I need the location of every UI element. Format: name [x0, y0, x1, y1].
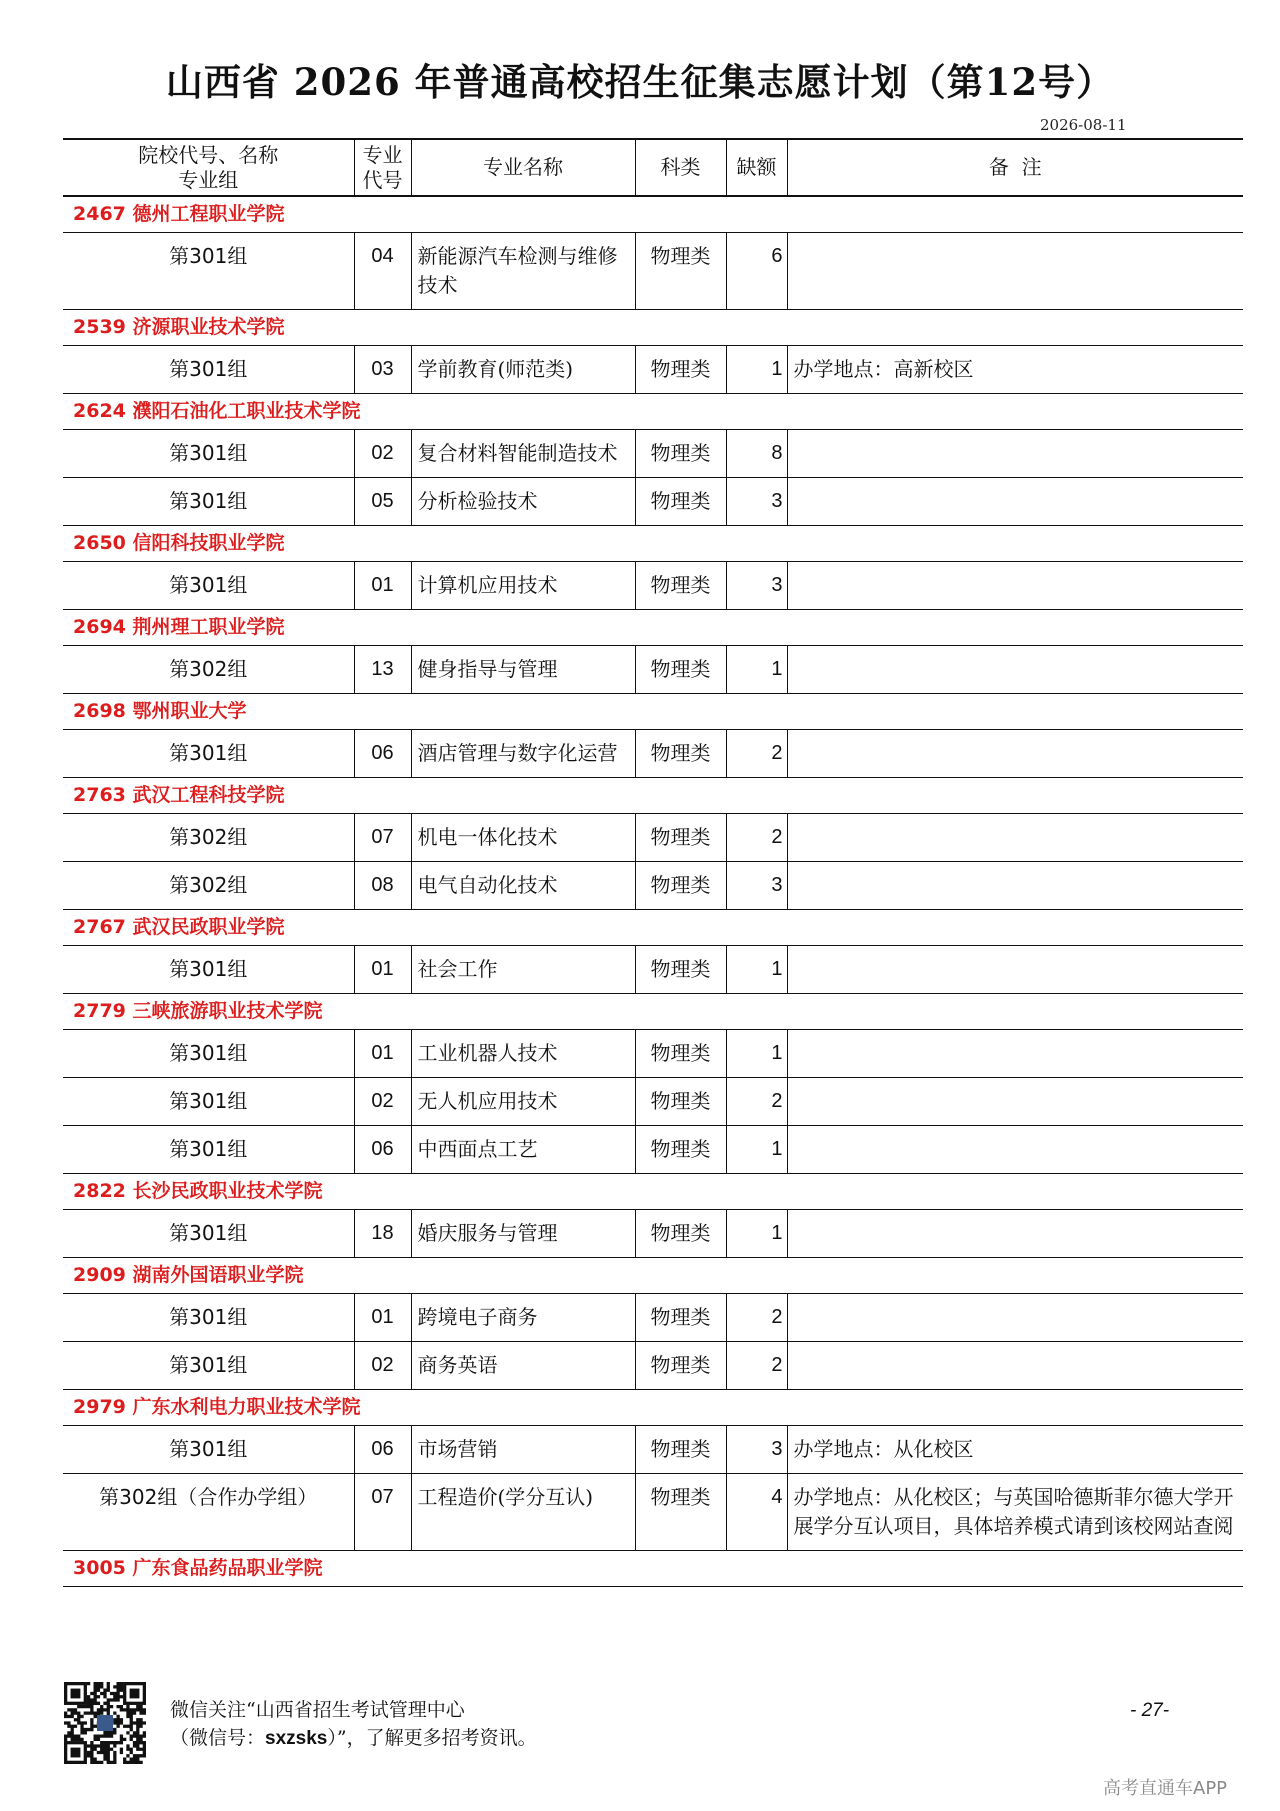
school-name: 3005 广东食品药品职业学院: [63, 1550, 1243, 1586]
remarks-cell: [787, 945, 1243, 993]
table-row: [63, 1473, 1243, 1550]
school-header-row: [63, 693, 1243, 729]
group-cell: 第301组: [63, 1425, 354, 1473]
remarks-cell: 办学地点：从化校区: [787, 1425, 1243, 1473]
school-name: 2624 濮阳石油化工职业技术学院: [63, 393, 1243, 429]
major-name-cell: 健身指导与管理: [411, 645, 635, 693]
header-major-code: [354, 139, 411, 196]
table-row: [63, 645, 1243, 693]
school-header-row: [63, 1389, 1243, 1425]
remarks-cell: [787, 1029, 1243, 1077]
major-name-cell: 跨境电子商务: [411, 1293, 635, 1341]
major-code-cell: 02: [354, 429, 411, 477]
group-cell: 第301组: [63, 477, 354, 525]
major-name-cell: 无人机应用技术: [411, 1077, 635, 1125]
school-name: 2539 济源职业技术学院: [63, 309, 1243, 345]
table-row: [63, 1029, 1243, 1077]
major-name-cell: 复合材料智能制造技术: [411, 429, 635, 477]
group-cell: 第301组: [63, 1341, 354, 1389]
major-code-cell: 01: [354, 561, 411, 609]
wechat-id: sxzsks: [265, 1728, 328, 1749]
group-cell: 第301组: [63, 729, 354, 777]
footer-line2-prefix: （微信号：: [170, 1727, 266, 1749]
school-name: 2698 鄂州职业大学: [63, 693, 1243, 729]
vacancy-cell: 2: [726, 1341, 787, 1389]
table-row: [63, 1293, 1243, 1341]
major-name-cell: 机电一体化技术: [411, 813, 635, 861]
category-cell: 物理类: [635, 861, 726, 909]
table-header-row: [63, 139, 1243, 196]
group-cell: 第302组: [63, 645, 354, 693]
vacancy-cell: 1: [726, 345, 787, 393]
vacancy-cell: 2: [726, 1293, 787, 1341]
remarks-cell: [787, 561, 1243, 609]
major-code-cell: 01: [354, 945, 411, 993]
school-header-row: [63, 196, 1243, 232]
major-code-cell: 18: [354, 1209, 411, 1257]
table-row: [63, 813, 1243, 861]
group-cell: 第302组: [63, 861, 354, 909]
table-row: [63, 1125, 1243, 1173]
vacancy-cell: 3: [726, 861, 787, 909]
header-major-code-line2: 代号: [362, 167, 403, 192]
vacancy-cell: 1: [726, 1125, 787, 1173]
major-name-cell: 工程造价(学分互认): [411, 1473, 635, 1550]
school-name: 2767 武汉民政职业学院: [63, 909, 1243, 945]
major-name-cell: 酒店管理与数字化运营: [411, 729, 635, 777]
vacancy-cell: 3: [726, 1425, 787, 1473]
group-cell: 第301组: [63, 345, 354, 393]
remarks-cell: [787, 1077, 1243, 1125]
major-code-cell: 08: [354, 861, 411, 909]
header-category: 科类: [635, 139, 726, 196]
remarks-cell: [787, 232, 1243, 309]
major-name-cell: 计算机应用技术: [411, 561, 635, 609]
school-name: 2979 广东水利电力职业技术学院: [63, 1389, 1243, 1425]
category-cell: 物理类: [635, 1341, 726, 1389]
category-cell: 物理类: [635, 813, 726, 861]
vacancy-cell: 1: [726, 1209, 787, 1257]
major-code-cell: 07: [354, 813, 411, 861]
school-name: 2909 湖南外国语职业学院: [63, 1257, 1243, 1293]
category-cell: 物理类: [635, 1209, 726, 1257]
major-name-cell: 市场营销: [411, 1425, 635, 1473]
school-header-row: [63, 393, 1243, 429]
document-title: 山西省 2026 年普通高校招生征集志愿计划（第12号）: [165, 60, 1115, 104]
school-name: 2763 武汉工程科技学院: [63, 777, 1243, 813]
major-name-cell: 分析检验技术: [411, 477, 635, 525]
remarks-cell: [787, 1125, 1243, 1173]
group-cell: 第301组: [63, 232, 354, 309]
qr-finder-pattern: [71, 1689, 81, 1699]
category-cell: 物理类: [635, 729, 726, 777]
footer-line2: [170, 1724, 537, 1753]
remarks-cell: [787, 1341, 1243, 1389]
document-date: 2026-08-11: [1040, 116, 1127, 134]
table-row: [63, 429, 1243, 477]
major-code-cell: 07: [354, 1473, 411, 1550]
school-header-row: [63, 909, 1243, 945]
header-major-name: 专业名称: [411, 139, 635, 196]
vacancy-cell: 2: [726, 729, 787, 777]
group-cell: 第301组: [63, 1077, 354, 1125]
category-cell: 物理类: [635, 1077, 726, 1125]
table-row: [63, 477, 1243, 525]
qr-logo: [97, 1715, 113, 1731]
category-cell: 物理类: [635, 561, 726, 609]
major-code-cell: 01: [354, 1029, 411, 1077]
table-body: [63, 196, 1243, 1586]
group-cell: 第301组: [63, 1209, 354, 1257]
table-row: [63, 945, 1243, 993]
header-major-code-line1: 专业: [362, 142, 403, 167]
school-header-row: [63, 1550, 1243, 1586]
school-name: 2467 德州工程职业学院: [63, 196, 1243, 232]
table-row: [63, 1077, 1243, 1125]
major-code-cell: 01: [354, 1293, 411, 1341]
remarks-cell: 办学地点：从化校区；与英国哈德斯菲尔德大学开展学分互认项目，具体培养模式请到该校网站查阅: [787, 1473, 1243, 1550]
school-header-row: [63, 1257, 1243, 1293]
category-cell: 物理类: [635, 1125, 726, 1173]
table-row: [63, 1209, 1243, 1257]
vacancy-cell: 4: [726, 1473, 787, 1550]
major-name-cell: 电气自动化技术: [411, 861, 635, 909]
school-header-row: [63, 777, 1243, 813]
major-code-cell: 13: [354, 645, 411, 693]
vacancy-cell: 1: [726, 645, 787, 693]
table-row: [63, 1425, 1243, 1473]
vacancy-cell: 8: [726, 429, 787, 477]
major-code-cell: 02: [354, 1341, 411, 1389]
school-header-row: [63, 1173, 1243, 1209]
major-name-cell: 新能源汽车检测与维修技术: [411, 232, 635, 309]
group-cell: 第302组: [63, 813, 354, 861]
remarks-cell: 办学地点：高新校区: [787, 345, 1243, 393]
vacancy-cell: 3: [726, 477, 787, 525]
vacancy-cell: 1: [726, 1029, 787, 1077]
school-header-row: [63, 609, 1243, 645]
major-code-cell: 06: [354, 1125, 411, 1173]
major-name-cell: 中西面点工艺: [411, 1125, 635, 1173]
major-code-cell: 04: [354, 232, 411, 309]
qr-code-icon: [64, 1682, 146, 1764]
header-school-group-line2: 专业组: [178, 167, 239, 192]
remarks-cell: [787, 1293, 1243, 1341]
category-cell: 物理类: [635, 477, 726, 525]
table-row: [63, 561, 1243, 609]
major-code-cell: 02: [354, 1077, 411, 1125]
qr-finder-pattern: [71, 1748, 81, 1758]
category-cell: 物理类: [635, 1293, 726, 1341]
remarks-cell: [787, 729, 1243, 777]
school-name: 2822 长沙民政职业技术学院: [63, 1173, 1243, 1209]
major-name-cell: 商务英语: [411, 1341, 635, 1389]
major-code-cell: 06: [354, 729, 411, 777]
remarks-cell: [787, 429, 1243, 477]
category-cell: 物理类: [635, 945, 726, 993]
enrollment-plan-table: [63, 138, 1243, 1587]
major-name-cell: 婚庆服务与管理: [411, 1209, 635, 1257]
school-header-row: [63, 309, 1243, 345]
major-code-cell: 06: [354, 1425, 411, 1473]
footer-line1: 微信关注“山西省招生考试管理中心: [170, 1699, 465, 1721]
remarks-cell: [787, 477, 1243, 525]
category-cell: 物理类: [635, 232, 726, 309]
group-cell: 第301组: [63, 429, 354, 477]
major-name-cell: 工业机器人技术: [411, 1029, 635, 1077]
group-cell: 第301组: [63, 1029, 354, 1077]
qr-finder-pattern: [130, 1689, 140, 1699]
school-header-row: [63, 525, 1243, 561]
table-row: [63, 1341, 1243, 1389]
category-cell: 物理类: [635, 1425, 726, 1473]
footer-promo: [170, 1696, 537, 1753]
group-cell: 第301组: [63, 1125, 354, 1173]
category-cell: 物理类: [635, 1473, 726, 1550]
table-row: [63, 232, 1243, 309]
category-cell: 物理类: [635, 345, 726, 393]
major-name-cell: 学前教育(师范类): [411, 345, 635, 393]
category-cell: 物理类: [635, 645, 726, 693]
remarks-cell: [787, 813, 1243, 861]
school-name: 2779 三峡旅游职业技术学院: [63, 993, 1243, 1029]
remarks-cell: [787, 1209, 1243, 1257]
group-cell: 第301组: [63, 945, 354, 993]
footer-line2-suffix: ）”，了解更多招考资讯。: [327, 1727, 537, 1749]
vacancy-cell: 2: [726, 813, 787, 861]
table-row: [63, 345, 1243, 393]
major-code-cell: 03: [354, 345, 411, 393]
group-cell: 第301组: [63, 561, 354, 609]
remarks-cell: [787, 861, 1243, 909]
vacancy-cell: 6: [726, 232, 787, 309]
header-vacancy: 缺额: [726, 139, 787, 196]
school-name: 2650 信阳科技职业学院: [63, 525, 1243, 561]
header-remarks: 备 注: [787, 139, 1243, 196]
table-row: [63, 861, 1243, 909]
vacancy-cell: 1: [726, 945, 787, 993]
group-cell: 第301组: [63, 1293, 354, 1341]
remarks-cell: [787, 645, 1243, 693]
major-code-cell: 05: [354, 477, 411, 525]
header-school-group-line1: 院校代号、名称: [138, 142, 279, 167]
vacancy-cell: 2: [726, 1077, 787, 1125]
header-school-group: [63, 139, 354, 196]
school-name: 2694 荆州理工职业学院: [63, 609, 1243, 645]
watermark: 高考直通车APP: [1103, 1778, 1228, 1799]
page-number: - 27-: [1130, 1700, 1170, 1721]
group-cell: 第302组（合作办学组）: [63, 1473, 354, 1550]
category-cell: 物理类: [635, 1029, 726, 1077]
vacancy-cell: 3: [726, 561, 787, 609]
school-header-row: [63, 993, 1243, 1029]
category-cell: 物理类: [635, 429, 726, 477]
table-row: [63, 729, 1243, 777]
major-name-cell: 社会工作: [411, 945, 635, 993]
